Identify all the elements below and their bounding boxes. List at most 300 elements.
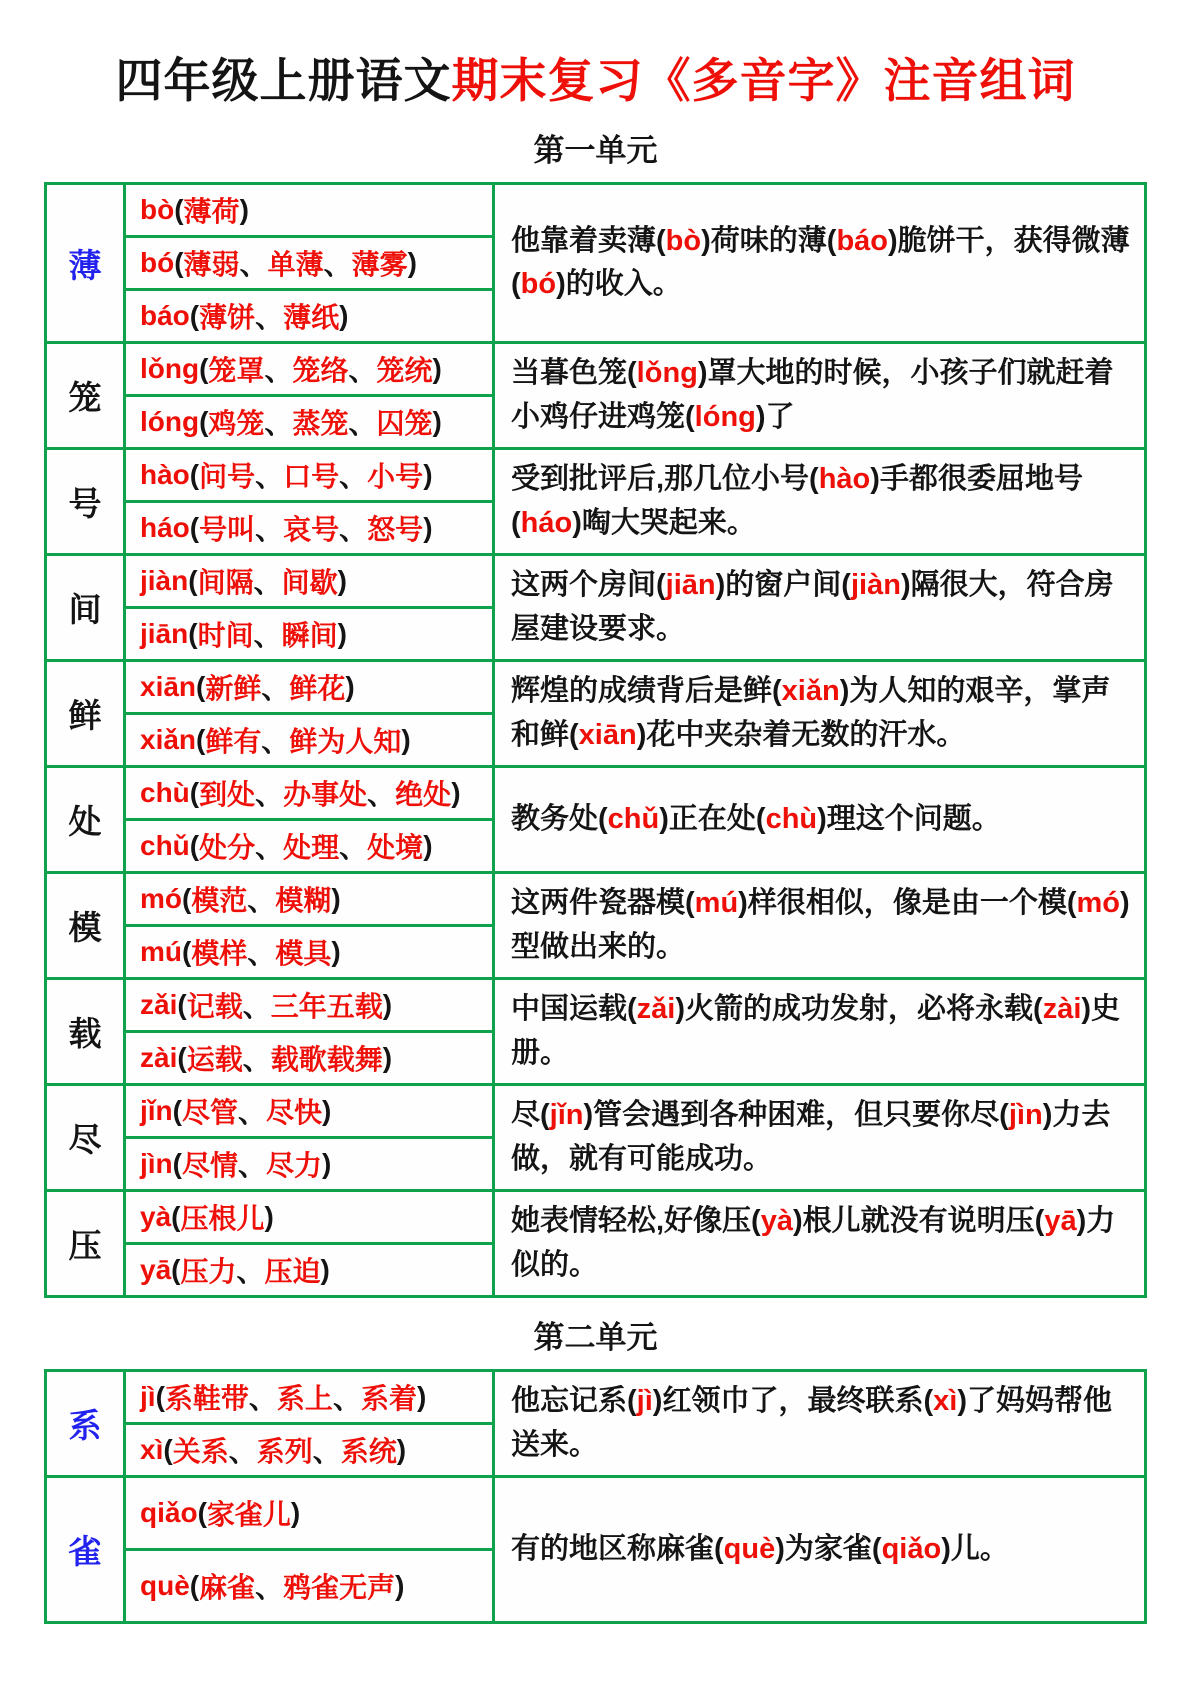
reading-cell (126, 1086, 492, 1136)
reading-pinyin: háo (140, 512, 190, 543)
paren: ( (174, 247, 184, 278)
word-separator: 、 (339, 832, 368, 863)
reading-word: 鲜为人知 (289, 726, 402, 757)
reading-cell (126, 1192, 492, 1242)
reading-cell (126, 500, 492, 553)
paren: ( (196, 671, 206, 702)
sentence-pinyin: què (723, 1532, 776, 1565)
reading-word: 薄饼 (199, 302, 256, 333)
reading-word: 系上 (276, 1383, 333, 1414)
reading-word: 系列 (256, 1436, 313, 1467)
reading-cell (126, 1030, 492, 1083)
sentence-text: )力似的。 (511, 1205, 1116, 1281)
reading-word: 小号 (367, 461, 424, 492)
readings-column (126, 1192, 495, 1295)
reading-cell (126, 344, 492, 394)
table-row (47, 1083, 1144, 1189)
reading-pinyin: zài (140, 1042, 178, 1073)
character-cell: 尽 (47, 1086, 126, 1189)
reading-cell (126, 556, 492, 606)
reading-word: 到处 (199, 779, 256, 810)
reading-cell (126, 235, 492, 288)
sentence-text: 中国运载( (511, 993, 637, 1025)
reading-word: 瞬间 (281, 620, 338, 651)
example-sentence-cell (495, 768, 1144, 871)
paren: ) (239, 194, 249, 225)
readings-column (126, 556, 495, 659)
paren: ) (382, 989, 393, 1020)
sentence-pinyin: xiān (578, 718, 637, 751)
word-separator: 、 (339, 461, 368, 492)
reading-word: 薄纸 (283, 302, 340, 333)
paren: ( (171, 1201, 181, 1232)
example-sentence (511, 352, 1134, 439)
table-row (47, 659, 1144, 765)
paren: ( (199, 406, 209, 437)
character-cell: 系 (47, 1372, 126, 1475)
readings-column (126, 662, 495, 765)
reading-word: 哀号 (283, 514, 340, 545)
paren: ) (395, 1570, 405, 1601)
word-separator: 、 (238, 1150, 267, 1181)
sentence-text: 他靠着卖薄( (511, 224, 666, 257)
sentence-text: )脆饼干，获得微薄( (511, 224, 1130, 300)
reading-word: 怒号 (367, 514, 424, 545)
word-separator: 、 (248, 1383, 277, 1414)
character-cell: 鲜 (47, 662, 126, 765)
example-sentence-cell (495, 344, 1144, 447)
sentence-text: )史册。 (511, 993, 1121, 1069)
readings-column (126, 874, 495, 977)
reading-cell (126, 1372, 492, 1422)
paren: ) (451, 777, 461, 808)
reading-cell (126, 1548, 492, 1621)
character-cell: 模 (47, 874, 126, 977)
paren: ( (196, 724, 206, 755)
sentence-text: )为人知的艰辛，掌声和鲜( (511, 675, 1111, 751)
reading-word: 模范 (191, 885, 248, 916)
paren: ( (182, 883, 192, 914)
example-sentence-cell (495, 1192, 1144, 1295)
paren: ( (182, 936, 192, 967)
reading-word: 三年五载 (270, 991, 383, 1022)
paren: ) (264, 1201, 274, 1232)
word-separator: 、 (239, 249, 268, 280)
reading-cell (126, 1422, 492, 1475)
reading-cell (126, 1136, 492, 1189)
word-separator: 、 (255, 514, 284, 545)
paren: ) (337, 618, 347, 649)
paren: ) (345, 671, 355, 702)
readings-column (126, 1086, 495, 1189)
sentence-text: )火箭的成功发射，必将永载( (675, 993, 1043, 1025)
table-row (47, 871, 1144, 977)
sentence-pinyin: chù (765, 802, 818, 835)
polyphone-table (44, 182, 1147, 1298)
sentence-text: 他忘记系( (511, 1385, 637, 1417)
example-sentence (511, 670, 1134, 757)
sentence-pinyin: jiàn (850, 569, 901, 601)
reading-pinyin: xì (140, 1434, 164, 1465)
table-row (47, 553, 1144, 659)
example-sentence (511, 988, 1134, 1075)
sentence-text: )了妈妈帮他送来。 (511, 1385, 1112, 1461)
paren: ) (337, 565, 347, 596)
word-separator: 、 (255, 832, 284, 863)
word-separator: 、 (238, 1097, 267, 1128)
character-cell: 号 (47, 450, 126, 553)
reading-word: 系鞋带 (164, 1383, 249, 1414)
reading-word: 压迫 (264, 1256, 321, 1287)
word-separator: 、 (255, 302, 284, 333)
reading-word: 间隔 (197, 567, 254, 598)
example-sentence (511, 458, 1134, 545)
sentence-pinyin: jiān (665, 569, 716, 601)
character-cell: 间 (47, 556, 126, 659)
paren: ( (199, 353, 209, 384)
polyphone-table (44, 1369, 1147, 1624)
character-cell: 薄 (47, 185, 126, 341)
word-separator: 、 (255, 461, 284, 492)
reading-pinyin: yā (140, 1254, 172, 1285)
table-row (47, 185, 1144, 341)
example-sentence (511, 1380, 1134, 1467)
word-separator: 、 (253, 567, 282, 598)
character-cell: 雀 (47, 1478, 126, 1621)
reading-pinyin: jiān (140, 618, 189, 649)
reading-word: 囚笼 (376, 408, 433, 439)
word-separator: 、 (253, 620, 282, 651)
character-cell: 压 (47, 1192, 126, 1295)
word-separator: 、 (348, 408, 377, 439)
readings-column (126, 1372, 495, 1475)
table-row (47, 765, 1144, 871)
word-separator: 、 (264, 355, 293, 386)
reading-word: 薄雾 (351, 249, 408, 280)
reading-word: 新鲜 (205, 673, 262, 704)
reading-word: 压力 (180, 1256, 237, 1287)
sentence-text: )荷味的薄( (701, 224, 837, 257)
paren: ) (339, 300, 349, 331)
reading-pinyin: jiàn (140, 565, 189, 596)
table-row (47, 447, 1144, 553)
sentence-pinyin: yà (760, 1205, 793, 1237)
reading-cell (126, 712, 492, 765)
sentence-pinyin: zǎi (636, 993, 676, 1025)
sentence-text: )手都很委屈地号( (511, 463, 1083, 539)
example-sentence-cell (495, 556, 1144, 659)
reading-pinyin: qiǎo (140, 1497, 198, 1528)
sentence-pinyin: qiǎo (881, 1532, 942, 1565)
paren: ) (382, 1042, 393, 1073)
table-row (47, 1372, 1144, 1475)
paren: ( (189, 777, 200, 808)
paren: ( (174, 194, 184, 225)
paren: ( (189, 830, 200, 861)
reading-cell (126, 768, 492, 818)
sentence-pinyin: lóng (694, 400, 756, 433)
sentence-pinyin: jǐn (549, 1099, 584, 1131)
reading-cell (126, 450, 492, 500)
paren: ) (331, 936, 341, 967)
reading-word: 鸦雀无声 (283, 1572, 396, 1603)
paren: ( (188, 565, 198, 596)
reading-word: 处境 (367, 832, 424, 863)
reading-word: 薄荷 (183, 196, 240, 227)
sentence-text: )隔很大，符合房屋建设要求。 (511, 569, 1114, 645)
paren: ) (331, 883, 341, 914)
unit-title: 第一单元 (533, 133, 658, 168)
paren: ) (432, 353, 442, 384)
paren: ) (432, 406, 442, 437)
sentence-pinyin: bó (520, 268, 557, 300)
paren: ( (172, 1095, 182, 1126)
reading-word: 处分 (199, 832, 256, 863)
reading-pinyin: chǔ (140, 830, 190, 861)
readings-column (126, 450, 495, 553)
reading-cell (126, 288, 492, 341)
sentence-text: 她表情轻松,好像压( (511, 1205, 761, 1237)
example-sentence-cell (495, 874, 1144, 977)
reading-pinyin: xiān (140, 671, 197, 702)
sentence-text: )罩大地的时候，小孩子们就赶着小鸡仔进鸡笼( (511, 357, 1114, 433)
title-black-part: 四年级上册语文 (115, 54, 452, 107)
reading-pinyin: xiǎn (140, 724, 197, 755)
reading-word: 关系 (172, 1436, 229, 1467)
table-row (47, 1475, 1144, 1621)
title-red-part: 期末复习《多音字》注音组词 (451, 54, 1076, 107)
word-separator: 、 (242, 991, 271, 1022)
sentence-text: )的窗户间( (715, 569, 851, 601)
reading-word: 鲜有 (205, 726, 262, 757)
reading-pinyin: mó (140, 883, 182, 914)
word-separator: 、 (255, 779, 284, 810)
sentence-text: 尽( (511, 1099, 550, 1131)
reading-word: 麻雀 (199, 1572, 256, 1603)
sentence-text: )为家雀( (775, 1532, 882, 1565)
word-separator: 、 (228, 1436, 257, 1467)
sentence-text: )力去做，就有可能成功。 (511, 1099, 1111, 1175)
reading-word: 载歌载舞 (270, 1044, 383, 1075)
page-title (0, 0, 1191, 111)
sentence-text: 这两件瓷器模( (511, 887, 695, 919)
character-cell: 处 (47, 768, 126, 871)
reading-word: 家雀儿 (206, 1499, 291, 1530)
reading-pinyin: bó (140, 247, 175, 278)
paren: ( (172, 1148, 182, 1179)
reading-word: 问号 (199, 461, 256, 492)
unit-title: 第二单元 (533, 1320, 658, 1355)
reading-pinyin: lǒng (140, 353, 200, 384)
reading-word: 系着 (360, 1383, 417, 1414)
sentence-text: )型做出来的。 (511, 887, 1130, 963)
paren: ) (320, 1254, 330, 1285)
word-separator: 、 (367, 779, 396, 810)
paren: ( (197, 1497, 207, 1528)
sentence-pinyin: mó (1076, 887, 1120, 919)
paren: ) (416, 1381, 427, 1412)
reading-word: 绝处 (395, 779, 452, 810)
sentence-text: 当暮色笼( (511, 357, 637, 389)
paren: ) (322, 1095, 332, 1126)
word-separator: 、 (247, 938, 276, 969)
reading-word: 运载 (186, 1044, 243, 1075)
table-row (47, 1189, 1144, 1295)
reading-word: 蒸笼 (292, 408, 349, 439)
reading-cell (126, 1478, 492, 1548)
example-sentence (511, 1094, 1134, 1181)
sentence-pinyin: yā (1044, 1205, 1077, 1237)
paren: ( (163, 1434, 173, 1465)
word-separator: 、 (236, 1256, 265, 1287)
sentence-pinyin: zài (1042, 993, 1082, 1025)
example-sentence (511, 882, 1134, 969)
reading-word: 尽力 (266, 1150, 323, 1181)
word-separator: 、 (242, 1044, 271, 1075)
reading-word: 号叫 (199, 514, 256, 545)
paren: ( (155, 1381, 165, 1412)
reading-cell (126, 874, 492, 924)
reading-word: 系统 (340, 1436, 397, 1467)
example-sentence-cell (495, 980, 1144, 1083)
reading-word: 办事处 (283, 779, 368, 810)
word-separator: 、 (312, 1436, 341, 1467)
reading-word: 处理 (283, 832, 340, 863)
readings-column (126, 980, 495, 1083)
sentence-pinyin: báo (836, 224, 888, 257)
sentence-text: 辉煌的成绩背后是鲜( (511, 675, 782, 707)
sentence-pinyin: xiǎn (781, 675, 840, 707)
sentence-text: )啕大哭起来。 (572, 506, 756, 539)
example-sentence (511, 798, 1001, 842)
paren: ( (189, 512, 200, 543)
reading-pinyin: què (140, 1570, 190, 1601)
reading-word: 笼络 (292, 355, 349, 386)
readings-column (126, 344, 495, 447)
reading-pinyin: yà (140, 1201, 172, 1232)
sentence-pinyin: mú (694, 887, 739, 919)
reading-cell (126, 1242, 492, 1295)
reading-word: 笼罩 (208, 355, 265, 386)
sentence-pinyin: chǔ (607, 802, 660, 835)
reading-pinyin: jì (140, 1381, 156, 1412)
word-separator: 、 (247, 885, 276, 916)
paren: ) (396, 1434, 407, 1465)
readings-column (126, 768, 495, 871)
sentence-pinyin: lǒng (636, 357, 698, 389)
example-sentence (511, 1200, 1134, 1287)
example-sentence-cell (495, 1372, 1144, 1475)
word-separator: 、 (332, 1383, 361, 1414)
sentence-pinyin: bò (665, 224, 702, 257)
reading-word: 尽管 (182, 1097, 239, 1128)
reading-word: 时间 (197, 620, 254, 651)
sentence-text: 受到批评后,那几位小号( (511, 463, 819, 495)
reading-word: 鸡笼 (208, 408, 265, 439)
table-row (47, 977, 1144, 1083)
sentence-text: )了 (755, 400, 795, 433)
reading-word: 模具 (275, 938, 332, 969)
example-sentence (511, 220, 1134, 307)
example-sentence-cell (495, 185, 1144, 341)
sentence-text: )理这个问题。 (817, 802, 1001, 835)
word-separator: 、 (339, 514, 368, 545)
sentence-text: )样很相似，像是由一个模( (738, 887, 1077, 919)
reading-word: 尽情 (182, 1150, 239, 1181)
sentence-text: 教务处( (511, 802, 608, 835)
sentence-text: 有的地区称麻雀( (511, 1532, 724, 1565)
paren: ) (322, 1148, 332, 1179)
readings-column (126, 1478, 495, 1621)
example-sentence-cell (495, 1478, 1144, 1621)
paren: ( (189, 1570, 200, 1601)
paren: ( (189, 300, 200, 331)
sentence-pinyin: háo (520, 506, 573, 539)
reading-word: 间歇 (281, 567, 338, 598)
paren: ( (177, 1042, 187, 1073)
reading-word: 薄弱 (183, 249, 240, 280)
word-separator: 、 (261, 726, 290, 757)
table-row (47, 341, 1144, 447)
character-cell: 笼 (47, 344, 126, 447)
reading-word: 压根儿 (180, 1203, 265, 1234)
sentence-pinyin: hào (818, 463, 871, 495)
paren: ( (171, 1254, 181, 1285)
sentence-text: )红领巾了，最终联系( (652, 1385, 934, 1417)
word-separator: 、 (348, 355, 377, 386)
sentence-text: )正在处( (659, 802, 766, 835)
sentence-text: )根儿就没有说明压( (792, 1205, 1045, 1237)
reading-word: 口号 (283, 461, 340, 492)
reading-pinyin: jìn (140, 1148, 173, 1179)
reading-word: 笼统 (376, 355, 433, 386)
sentence-text: )儿。 (941, 1532, 1009, 1565)
example-sentence (511, 564, 1134, 651)
paren: ) (423, 459, 433, 490)
reading-cell (126, 394, 492, 447)
word-separator: 、 (255, 1572, 284, 1603)
character-cell: 载 (47, 980, 126, 1083)
reading-pinyin: lóng (140, 406, 200, 437)
reading-pinyin: zǎi (140, 989, 178, 1020)
paren: ) (423, 830, 433, 861)
sentence-pinyin: xì (933, 1385, 958, 1417)
reading-pinyin: báo (140, 300, 190, 331)
reading-cell (126, 606, 492, 659)
sentence-text: 这两个房间( (511, 569, 666, 601)
reading-pinyin: bò (140, 194, 175, 225)
paren: ( (189, 459, 200, 490)
reading-word: 模样 (191, 938, 248, 969)
example-sentence-cell (495, 450, 1144, 553)
word-separator: 、 (261, 673, 290, 704)
reading-cell (126, 980, 492, 1030)
paren: ) (407, 247, 417, 278)
sentence-text: )管会遇到各种困难，但只要你尽( (583, 1099, 1009, 1131)
reading-pinyin: jǐn (140, 1095, 173, 1126)
paren: ) (290, 1497, 301, 1528)
paren: ( (188, 618, 198, 649)
word-separator: 、 (323, 249, 352, 280)
readings-column (126, 185, 495, 341)
example-sentence-cell (495, 662, 1144, 765)
reading-pinyin: chù (140, 777, 190, 808)
paren: ( (177, 989, 187, 1020)
sentence-pinyin: jìn (1008, 1099, 1043, 1131)
reading-pinyin: mú (140, 936, 182, 967)
reading-cell (126, 662, 492, 712)
reading-word: 记载 (186, 991, 243, 1022)
